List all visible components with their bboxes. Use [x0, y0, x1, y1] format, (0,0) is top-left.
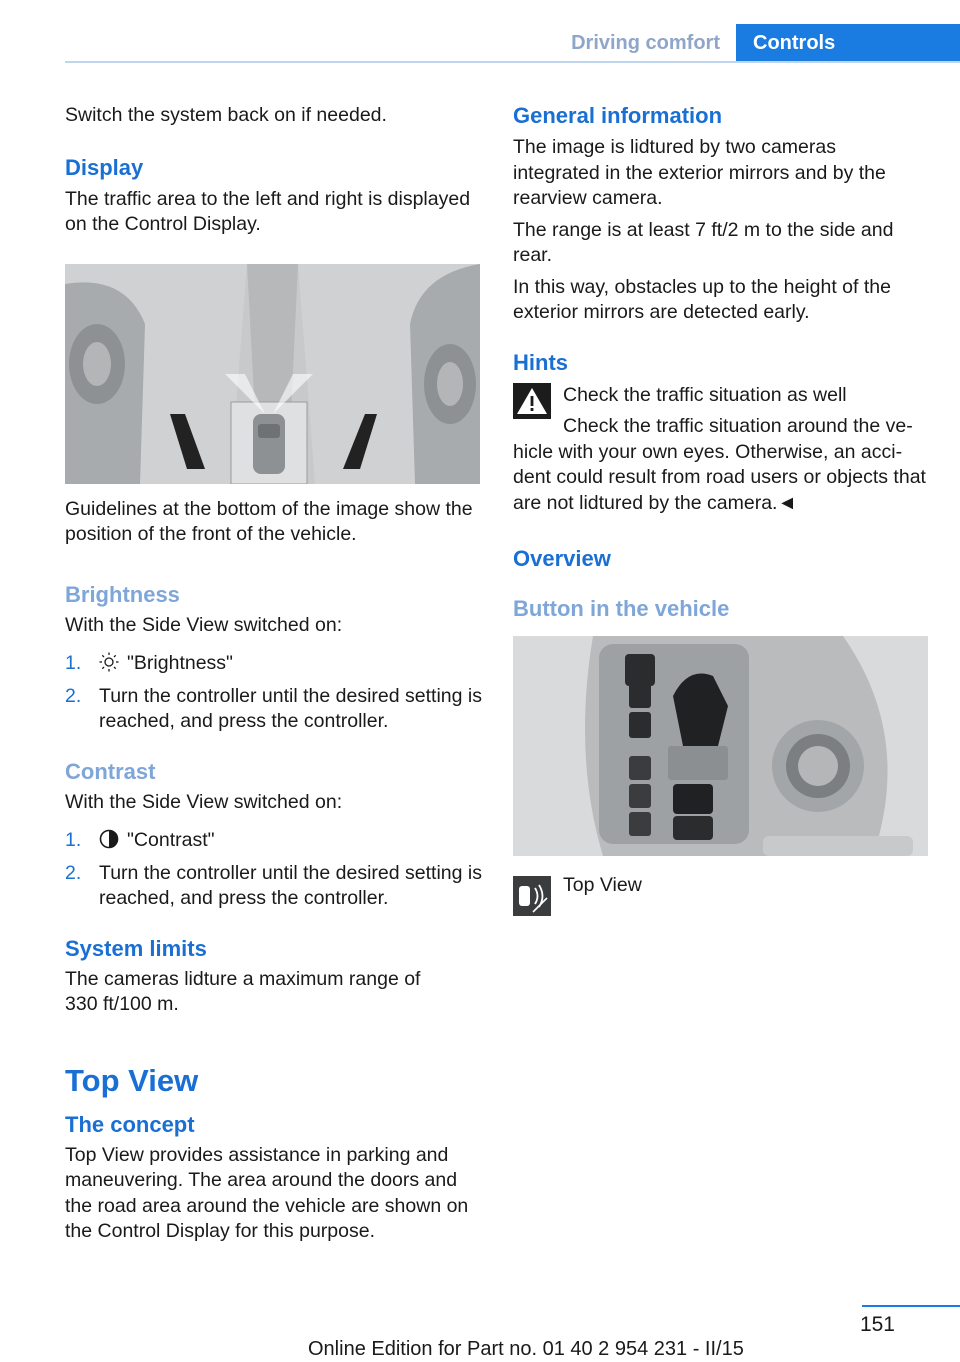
- general-info-p2: The range is at least 7 ft/2 m to the side and rear.: [513, 218, 894, 266]
- console-image: [513, 636, 928, 856]
- top-view-label: Top View: [563, 874, 642, 896]
- warning-title: Check the traffic situation as well: [563, 383, 847, 406]
- top-view-button-icon: [513, 876, 551, 916]
- warning-block: [513, 383, 928, 440]
- side-view-illustration: [65, 264, 480, 484]
- page-header: [0, 24, 960, 64]
- system-limits-text: The cameras lidture a maximum range of 330 ft/100 m.: [65, 967, 421, 1015]
- display-text: The traffic area to the left and right is displayed on the Control Display.: [65, 187, 471, 235]
- console-illustration: [513, 636, 928, 856]
- button-heading: Button in the vehicle: [513, 596, 730, 621]
- list-item: [65, 684, 483, 735]
- warning-continuation: hicle with your own eyes. Otherwise, an acci‐dent could result from road users or objects that are not lidtured by the camera.◄: [513, 440, 926, 514]
- step-text: "Brightness": [127, 652, 233, 674]
- system-limits-heading: System limits: [65, 935, 207, 961]
- list-item: [65, 828, 483, 854]
- page-footer: [0, 1305, 960, 1362]
- footer-rule: [862, 1305, 960, 1307]
- step-text: Turn the controller until the desired setting is reached, and press the controller.: [99, 861, 482, 909]
- contrast-heading: Contrast: [65, 758, 156, 784]
- side-view-image: [65, 264, 480, 484]
- top-view-heading: Top View: [65, 1062, 199, 1098]
- step-number: 1.: [65, 652, 82, 674]
- step-text: Turn the controller until the desired setting is reached, and press the controller.: [99, 684, 482, 732]
- list-item: [65, 861, 483, 912]
- hints-heading: Hints: [513, 349, 568, 375]
- step-number: 2.: [65, 861, 82, 884]
- top-view-button-row: [513, 876, 928, 916]
- contrast-text: With the Side View switched on:: [65, 790, 343, 813]
- header-rule: [65, 61, 960, 63]
- intro-text: Switch the system back on if needed.: [65, 104, 387, 126]
- display-heading: Display: [65, 154, 144, 180]
- right-column: [513, 100, 928, 916]
- step-number: 2.: [65, 684, 82, 707]
- general-info-p3: In this way, obstacles up to the height of the exterior mirrors are detected early.: [513, 275, 891, 323]
- contrast-icon: [99, 829, 119, 849]
- general-info-heading: General information: [513, 103, 723, 128]
- warning-icon: [513, 383, 551, 419]
- step-text: "Contrast": [127, 829, 215, 851]
- general-info-p1: The image is lidtured by two cameras integrated in the exterior mirrors and by the rearview camera.: [513, 136, 886, 209]
- brightness-text: With the Side View switched on:: [65, 613, 343, 636]
- edition-text: Online Edition for Part no. 01 40 2 954 231 - II/15: [308, 1338, 744, 1360]
- step-number: 1.: [65, 829, 82, 851]
- header-section: Driving comfort: [571, 32, 720, 54]
- brightness-steps: [65, 651, 483, 735]
- overview-heading: Overview: [513, 546, 611, 571]
- concept-text: Top View provides assistance in parking and maneuvering. The area around the doors and the road area around the vehicle are shown on the Control Display for this purpose.: [65, 1143, 469, 1242]
- page-number: 151: [859, 1313, 895, 1336]
- left-column: [65, 100, 483, 1245]
- contrast-steps: [65, 828, 483, 912]
- brightness-heading: Brightness: [65, 581, 180, 607]
- guidelines-text: Guidelines at the bottom of the image show the position of the front of the vehicle.: [65, 497, 473, 545]
- concept-heading: The concept: [65, 1111, 195, 1137]
- warning-line: Check the traffic situation around the ve‐: [563, 415, 913, 437]
- header-chapter: Controls: [736, 24, 960, 62]
- warning-lines: [563, 383, 913, 440]
- sun-icon: [99, 652, 119, 672]
- list-item: [65, 651, 483, 677]
